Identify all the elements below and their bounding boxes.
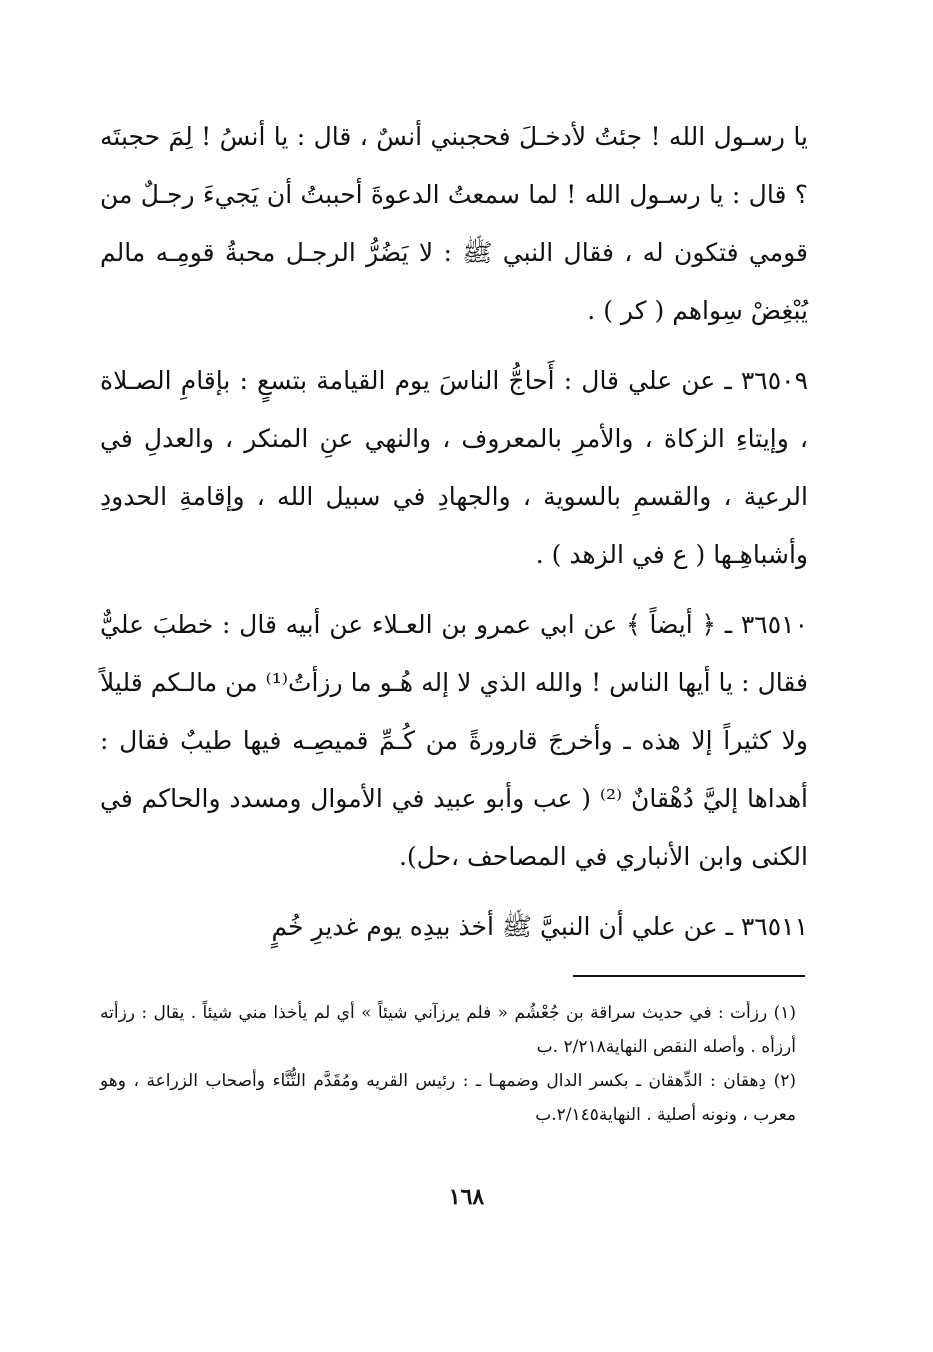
footnote-divider <box>573 975 805 977</box>
paragraph-hadith-36511: ٣٦٥١١ ـ عن علي أن النبيَّ ﷺ أخذ بيدِه يوم غديرِ خُمٍ <box>271 912 808 941</box>
paragraph-hadith-continuation: يا رسـول الله ! جئتُ لأدخـلَ فحجبني أنسٌ ، قال : يا أنسُ ! لِمَ حجبتَه ؟ قال : يا رسـول الله ! لما سمعتُ الدعوةَ أحببتُ أن يَجيءَ رجـلٌ من قومي فتكون له ، فقال النبي ﷺ : لا يَضُرُّ الرجـل محبةُ قومِـه مالم يُبْغِضْ سِواهم ( كر ) . <box>100 122 808 325</box>
footnote-2: (٢) دِهقان : الدِّهقان ـ بكسر الدال وضمهـا ـ : رئيس القريه ومُقَدَّم التُّنَّاء وأصحاب الزراعة ، وهو معرب ، ونونه أصلية . النهاية٢/١٤٥.ب <box>100 1071 796 1125</box>
footnotes <box>100 996 796 1132</box>
paragraph-hadith-36509: ٣٦٥٠٩ ـ عن علي قال : أَحاجُّ الناسَ يوم القيامة بتسعٍ : بإقامِ الصـلاة ، وإيتاءِ الزكاة ، والأمرِ بالمعروف ، والنهي عنِ المنكر ، والعدلِ في الرعية ، والقسمِ بالسوية ، والجهادِ في سبيل الله ، وإقامةِ الحدودِ وأشباهِـها ( ع في الزهد ) . <box>100 366 808 569</box>
footnote-1: (١) رزأت : في حديث سراقة بن جُعْشُم « فلم يرزآني شيئاً » أي لم يأخذا مني شيئاً . يقال : رزأته أرزأه . وأصله النقص النهاية٢/٢١٨ .ب <box>100 1003 796 1057</box>
paragraph-hadith-36510: ٣٦٥١٠ ـ ﴿ أيضاً ﴾ عن ابي عمرو بن العـلاء عن أبيه قال : خطبَ عليٌّ فقال : يا أيها الناس ! والله الذي لا إله هُـو ما رزأتُ⁽¹⁾ من مالـكم قليلاً ولا كثيراً إلا هذه ـ وأخرجَ قارورةً من كُـمِّ قميصِـه فيها طيبٌ فقال : أهداها إليَّ دُهْقانٌ ⁽²⁾ ( عب وأبو عبيد في الأموال ومسدد والحاكم في الكنى وابن الأنباري في المصاحف ،حل). <box>100 610 809 871</box>
page-number: ١٦٨ <box>448 1184 485 1210</box>
main-text <box>100 108 808 956</box>
